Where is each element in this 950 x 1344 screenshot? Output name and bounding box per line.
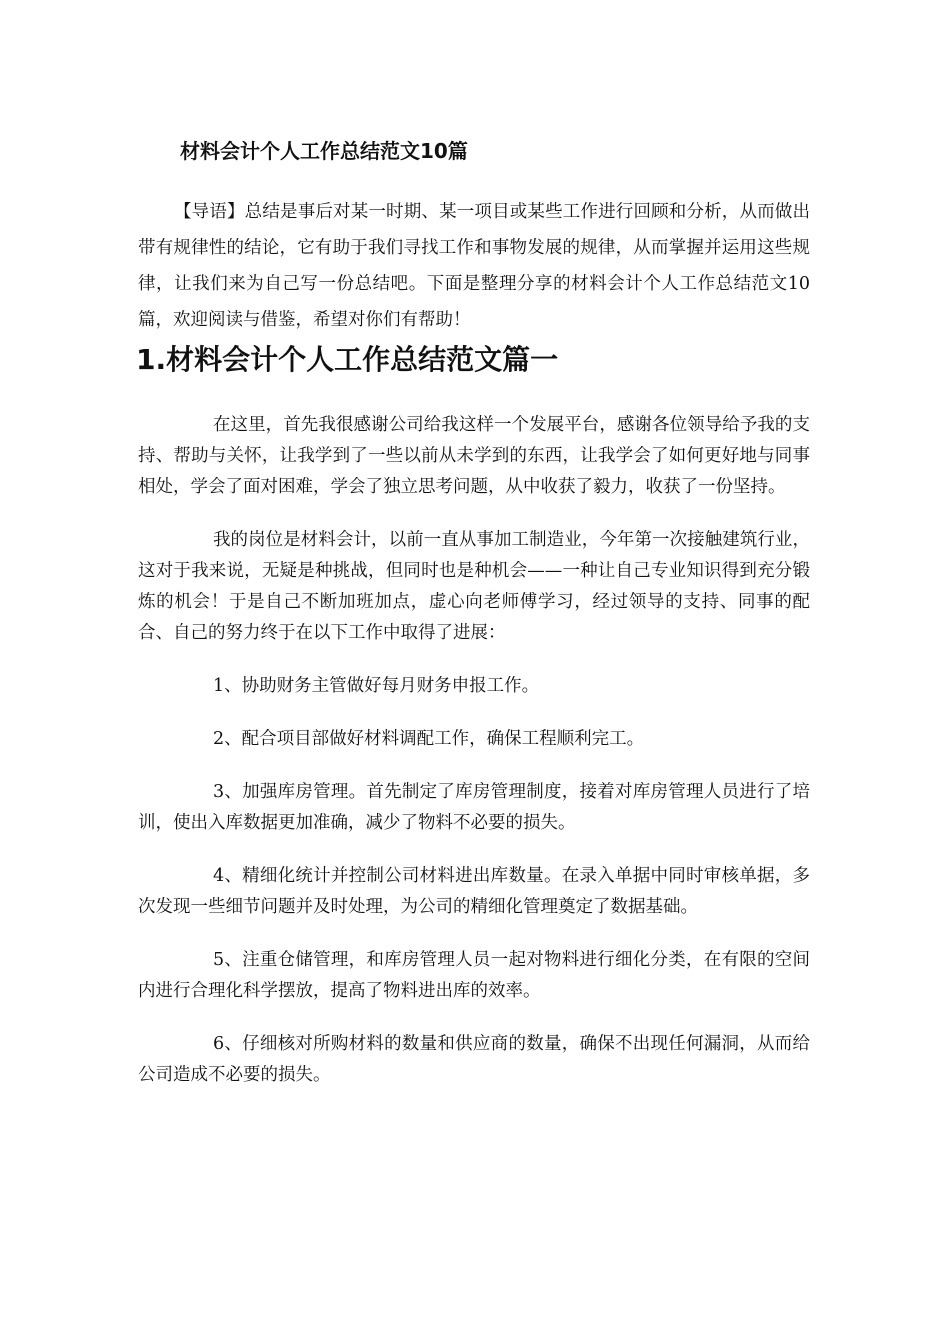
section-heading: 1.材料会计个人工作总结范文篇一 — [136, 343, 559, 376]
document-title: 材料会计个人工作总结范文10篇 — [180, 139, 468, 163]
list-item: 6、仔细核对所购材料的数量和供应商的数量，确保不出现任何漏洞，从而给公司造成不必要的损失。 — [138, 1034, 810, 1085]
intro-paragraph: 【导语】总结是事后对某一时期、某一项目或某些工作进行回顾和分析，从而做出带有规律性的结论，它有助于我们寻找工作和事物发展的规律，从而掌握并运用这些规律，让我们来为自己写一份总结吧。下面是整理分享的材料会计个人工作总结范文10篇，欢迎阅读与借鉴，希望对你们有帮助！ — [138, 202, 810, 330]
list-item: 2、配合项目部做好材料调配工作，确保工程顺利完工。 — [213, 729, 645, 749]
section-body — [138, 410, 810, 1113]
list-item: 3、加强库房管理。首先制定了库房管理制度，接着对库房管理人员进行了培训，使出入库数据更加准确，减少了物料不必要的损失。 — [138, 782, 810, 833]
list-item: 5、注重仓储管理，和库房管理人员一起对物料进行细化分类，在有限的空间内进行合理化科学摆放，提高了物料进出库的效率。 — [138, 950, 810, 1001]
body-paragraph: 在这里，首先我很感谢公司给我这样一个发展平台，感谢各位领导给予我的支持、帮助与关怀，让我学到了一些以前从未学到的东西，让我学会了如何更好地与同事相处，学会了面对困难，学会了独立思考问题，从中收获了毅力，收获了一份坚持。 — [138, 415, 810, 497]
list-item: 1、协助财务主管做好每月财务申报工作。 — [213, 676, 540, 696]
list-item: 4、精细化统计并控制公司材料进出库数量。在录入单据中同时审核单据，多次发现一些细节问题并及时处理，为公司的精细化管理奠定了数据基础。 — [138, 866, 810, 917]
body-paragraph: 我的岗位是材料会计，以前一直从事加工制造业，今年第一次接触建筑行业，这对于我来说，无疑是种挑战，但同时也是种机会——一种让自己专业知识得到充分锻炼的机会！于是自己不断加班加点，虚心向老师傅学习，经过领导的支持、同事的配合、自己的努力终于在以下工作中取得了进展： — [138, 530, 810, 643]
